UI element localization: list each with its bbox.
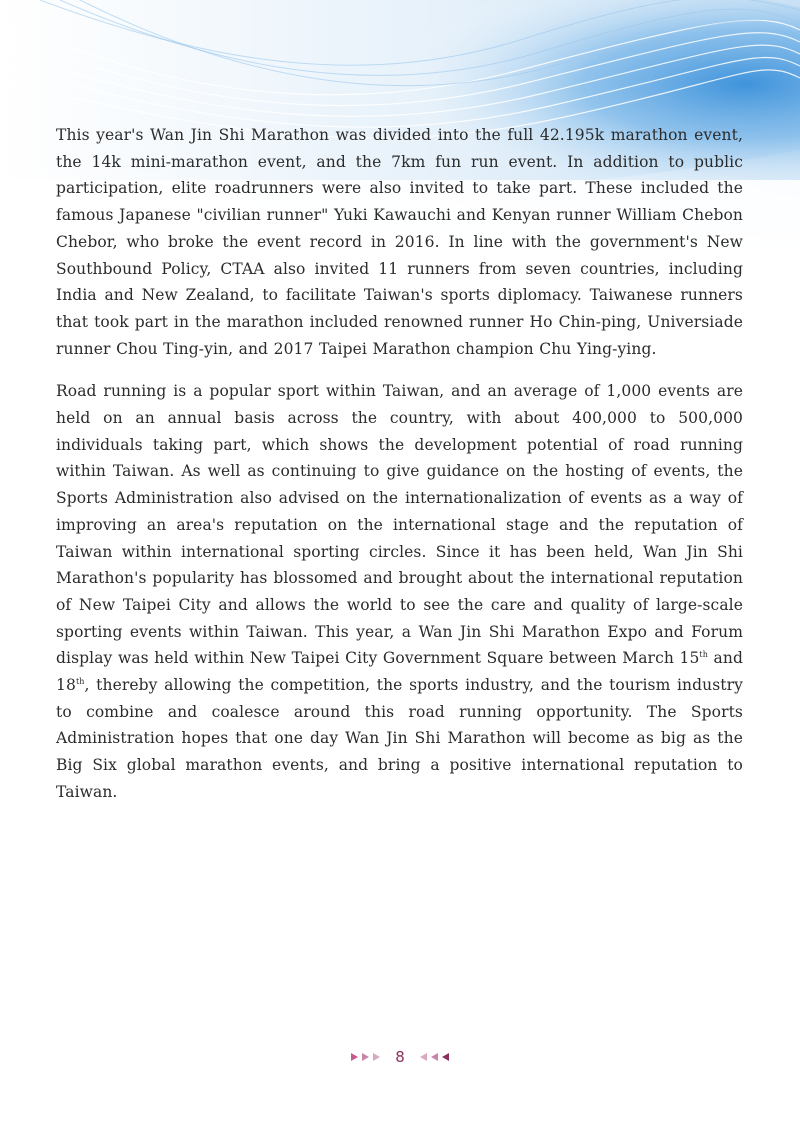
ordinal-suffix: th: [699, 650, 708, 660]
page-footer: [0, 1048, 800, 1066]
ordinal-suffix: th: [75, 676, 85, 686]
paragraph-text-part: Road running is a popular sport within Taiwan, and an average of 1,000 events are held on an annual basis across the country, with about 400,000 to 500,000 individuals taking part, which shows the development potential of road running within Taiwan. As well as continuing to give guidance on the hosting of events, the Sports Administration also advised on the internationalization of events as a way of improving an area's reputation on the international stage and the reputation of Taiwan within international sporting circles. Since it has been held, Wan Jin Shi Marathon's popularity has blossomed and brought about the international reputation of New Taipei City and allows the world to see the care and quality of large-scale sporting events within Taiwan. This year, a Wan Jin Shi Marathon Expo and Forum display was held within New Taipei City Government Square between March 15: [56, 382, 743, 668]
paragraph-text-part: and 18: [56, 649, 743, 695]
right-arrows-icon: [351, 1052, 381, 1062]
triple-left-arrow-icon: [419, 1052, 449, 1062]
paragraph-event-overview: This year's Wan Jin Shi Marathon was divided into the full 42.195k marathon event, the 14k mini-marathon event, and the 7km fun run event. In addition to public participation, elite roadrunners were also invited to take part. These included the famous Japanese "civilian runner" Yuki Kawauchi and Kenyan runner William Chebon Chebor, who broke the event record in 2016. In line with the government's New Southbound Policy, CTAA also invited 11 runners from seven countries, including India and New Zealand, to facilitate Taiwan's sports diplomacy. Taiwanese runners that took part in the marathon included renowned runner Ho Chin-ping, Universiade runner Chou Ting-yin, and 2017 Taipei Marathon champion Chu Ying-ying.: [56, 126, 743, 358]
article-body: [56, 122, 743, 822]
triple-right-arrow-icon: [351, 1052, 381, 1062]
paragraph-road-running: [56, 378, 743, 805]
paragraph-text-part: , thereby allowing the competition, the sports industry, and the tourism industry to combine and coalesce around this road running opportunity. The Sports Administration hopes that one day Wan Jin Shi Marathon will become as big as the Big Six global marathon events, and bring a positive international reputation to Taiwan.: [56, 676, 743, 801]
page-number: 8: [395, 1048, 405, 1066]
left-arrows-icon: [419, 1052, 449, 1062]
